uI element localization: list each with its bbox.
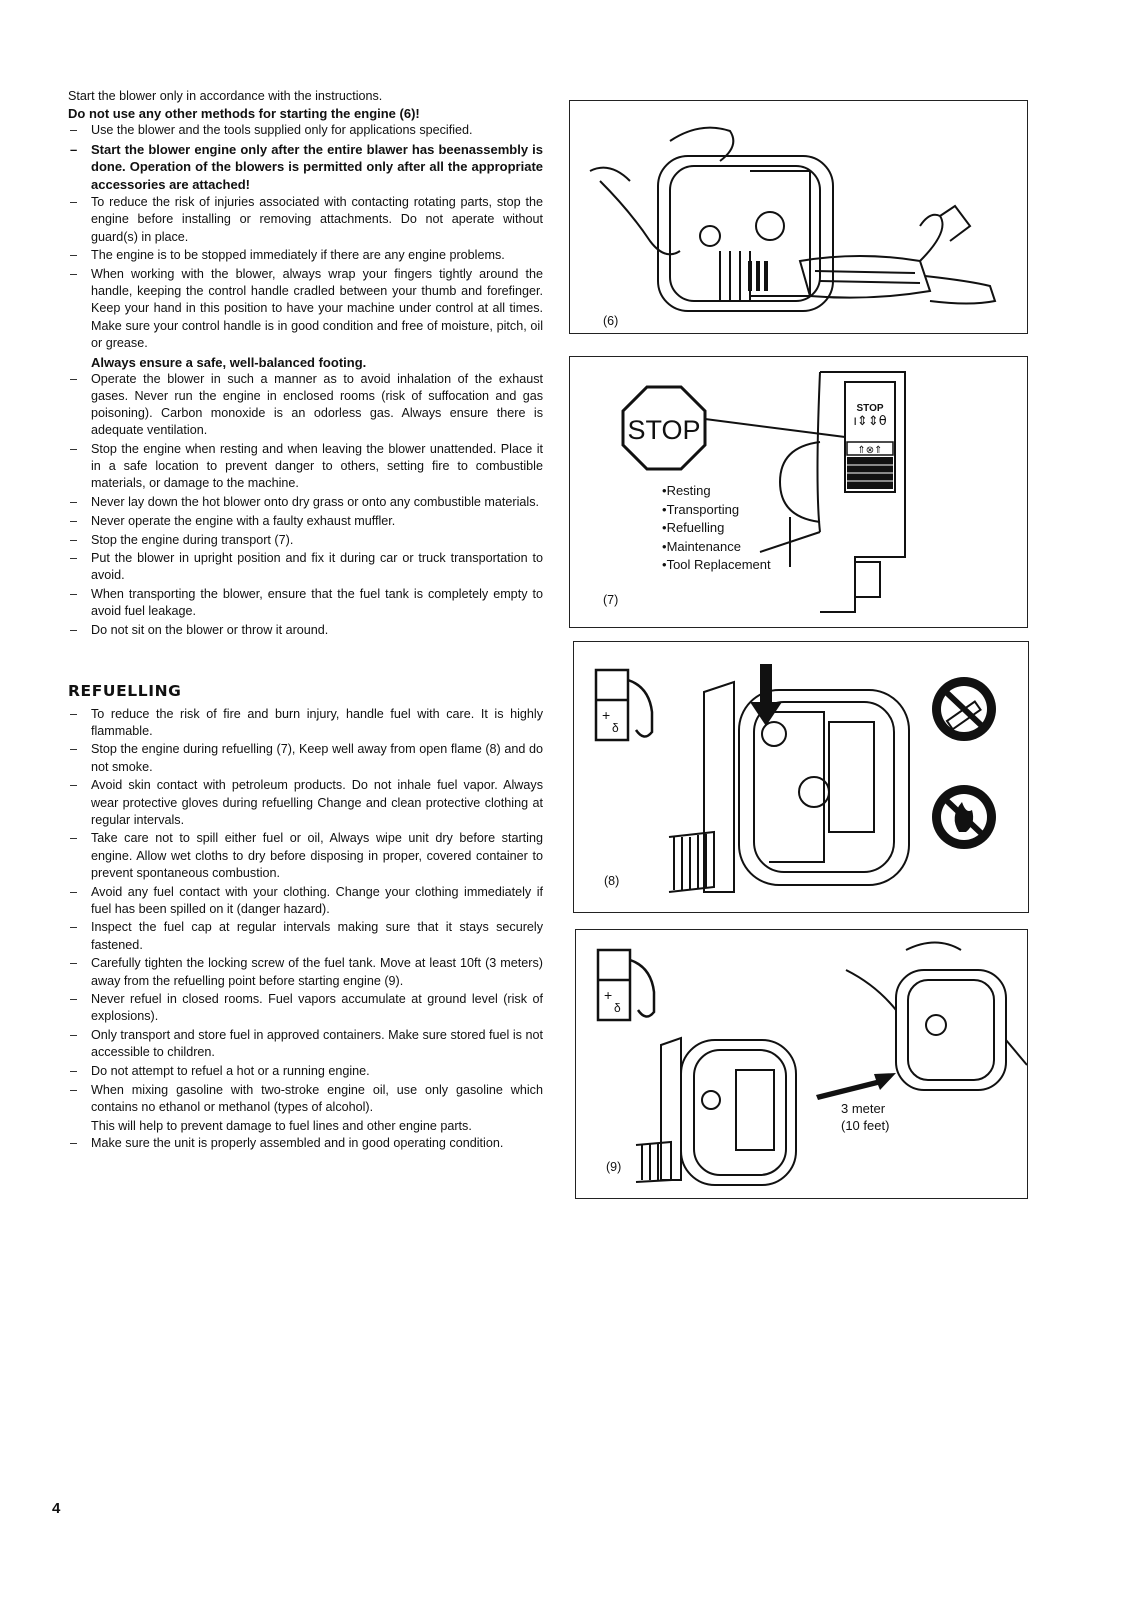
switch-arrows-icon: ı⇕⇕θ (853, 414, 887, 429)
list-item (68, 830, 543, 882)
stop-situation-item: • Maintenance (662, 538, 771, 557)
switch-symbols-icon: ⇑⊗⇑ (857, 445, 883, 456)
stop-switch-illustration (570, 357, 1027, 627)
stop-situation-item: • Tool Replacement (662, 556, 771, 575)
list-item (68, 494, 543, 511)
list-item (68, 884, 543, 918)
list-item (68, 371, 543, 440)
stop-situation-item: • Refuelling (662, 519, 771, 538)
list-item-text: Take care not to spill either fuel or oil, Always wipe unit dry before starting engine. Allow wet cloths to dry before disposing in proper, covered container to prevent spontaneous combustion. (91, 831, 543, 880)
list-item-text: Stop the engine during refuelling (7), Keep well away from open flame (8) and do not smoke. (91, 742, 543, 774)
list-item (68, 919, 543, 953)
list-item-text: Stop the engine during transport (7). (91, 532, 294, 547)
list-item (68, 532, 543, 549)
figure-9-move-away (575, 929, 1028, 1199)
figure-6-number: (6) (603, 314, 619, 328)
list-item (68, 247, 543, 264)
list-item (68, 266, 543, 352)
list-item-text: Never refuel in closed rooms. Fuel vapors accumulate at ground level (risk of explosions). (91, 992, 543, 1024)
no-smoking-icon (932, 677, 996, 741)
figure-7-stop-switch (569, 356, 1028, 628)
svg-text:δ: δ (614, 1001, 621, 1015)
list-item (68, 586, 543, 620)
list-item (68, 991, 543, 1025)
figure-8-no-fire (573, 641, 1029, 913)
list-item-text: Only transport and store fuel in approved containers. Make sure stored fuel is not accessible to children. (91, 1028, 543, 1060)
list-item-text: Operate the blower in such a manner as to avoid inhalation of the exhaust gases. Never run the engine in enclosed rooms (risk of suffocation and gas poisoning). Carbon monoxide is an odorless gas. Always ensure there is adequate ventilation. (91, 371, 543, 438)
fuel-pump-icon (598, 950, 654, 1020)
page-number: 4 (52, 1500, 61, 1517)
left-column (68, 88, 543, 1154)
list-item (68, 194, 543, 246)
list-item (68, 622, 543, 639)
stop-situation-item: • Resting (662, 482, 771, 501)
figure-7-number: (7) (603, 593, 619, 607)
list-item-text: Make sure the unit is properly assembled and in good operating condition. (91, 1135, 504, 1150)
list-item-text: Do not attempt to refuel a hot or a running engine. (91, 1064, 370, 1079)
list-item-text: To reduce the risk of fire and burn injury, handle fuel with care. It is highly flammable. (91, 706, 543, 738)
refuelling-heading: REFUELLING (68, 682, 182, 701)
svg-text:δ: δ (612, 721, 619, 735)
list-item (68, 513, 543, 530)
list-item-text: The engine is to be stopped immediately if there are any engine problems. (91, 248, 505, 263)
distance-arrow-icon (816, 1073, 896, 1100)
intro-line: Start the blower only in accordance with the instructions. (68, 89, 383, 103)
safety-rules-list (68, 122, 543, 639)
list-item (68, 741, 543, 775)
list-item (68, 441, 543, 493)
switch-stop-text: STOP (856, 403, 884, 414)
move-away-illustration (576, 930, 1027, 1198)
svg-text:+: + (602, 707, 611, 723)
distance-label (841, 1100, 889, 1134)
list-item (68, 1027, 543, 1061)
stop-sign-text: STOP (627, 415, 701, 445)
distance-feet: (10 feet) (841, 1118, 890, 1133)
list-item-text: Use the blower and the tools supplied only for applications specified. (91, 123, 473, 138)
list-item-text: Never operate the engine with a faulty exhaust muffler. (91, 513, 396, 528)
list-item-note: This will help to prevent damage to fuel lines and other engine parts. (91, 1118, 472, 1133)
intro-warning: Do not use any other methods for starting the engine (6)! (68, 106, 420, 122)
list-item-text: When transporting the blower, ensure that the fuel tank is completely empty to avoid fuel leakage. (91, 587, 543, 619)
stop-situations-list (662, 482, 771, 575)
list-item-text: When mixing gasoline with two-stroke engine oil, use only gasoline which contains no ethanol or methanol (types of alcohol). (91, 1082, 543, 1114)
list-item (68, 1082, 543, 1116)
no-open-flame-icon (932, 785, 996, 849)
list-item-text: Start the blower engine only after the entire blawer has beenassembly is done. Operation of the blowers is permitted only after all the appropriate accessories are attached! (91, 142, 543, 192)
list-item (68, 1135, 543, 1152)
list-item-note: Always ensure a safe, well-balanced footing. (91, 354, 367, 370)
stop-situation-item: • Transporting (662, 501, 771, 520)
list-item (68, 1063, 543, 1080)
list-item-text: Avoid skin contact with petroleum products. Do not inhale fuel vapor. Always wear protective gloves during refuelling Change and clean protective clothing at regular intervals. (91, 778, 543, 827)
refuelling-rules-list (68, 706, 543, 1153)
list-item-text: When working with the blower, always wrap your fingers tightly around the handle, keeping the control handle cradled between your thumb and forefinger. Keep your hand in this position to have your machine under control at all times. Make sure your control handle is in good condition and free of moisture, pitch, oil or grease. (91, 267, 543, 350)
list-item-text: Stop the engine when resting and when leaving the blower unattended. Place it in a safe location to prevent danger to others, setting fire to combustible materials, or damage to the machine. (91, 442, 543, 491)
fuel-pump-icon (596, 670, 652, 740)
figure-8-number: (8) (604, 874, 620, 888)
list-item (68, 122, 543, 139)
list-item-text: Carefully tighten the locking screw of the fuel tank. Move at least 10ft (3 meters) away from the refuelling point before starting engine (9). (91, 956, 543, 988)
fuel-cap-arrow-icon (750, 664, 782, 726)
blower-start-illustration (570, 101, 1027, 333)
refuel-warning-illustration (574, 642, 1028, 912)
figure-6-start-engine (569, 100, 1028, 334)
list-item (68, 550, 543, 584)
list-item-text: Never lay down the hot blower onto dry grass or onto any combustible materials. (91, 495, 540, 510)
list-item-text: Put the blower in upright position and fix it during car or truck transportation to avoid. (91, 551, 543, 583)
list-item-text: Inspect the fuel cap at regular intervals making sure that it stays securely fastened. (91, 920, 543, 952)
list-item (68, 141, 543, 193)
list-item-text: Do not sit on the blower or throw it around. (91, 623, 329, 638)
list-item (68, 706, 543, 740)
distance-meters: 3 meter (841, 1101, 886, 1116)
list-item (68, 955, 543, 989)
list-item (68, 777, 543, 829)
svg-text:+: + (604, 987, 613, 1003)
figure-9-number: (9) (606, 1160, 622, 1174)
list-item-text: To reduce the risk of injuries associated with contacting rotating parts, stop the engine before installing or removing attachments. Do not aperate without guard(s) in place. (91, 195, 543, 244)
list-item-text: Avoid any fuel contact with your clothing. Change your clothing immediately if fuel has been spilled on it (danger hazard). (91, 884, 543, 916)
